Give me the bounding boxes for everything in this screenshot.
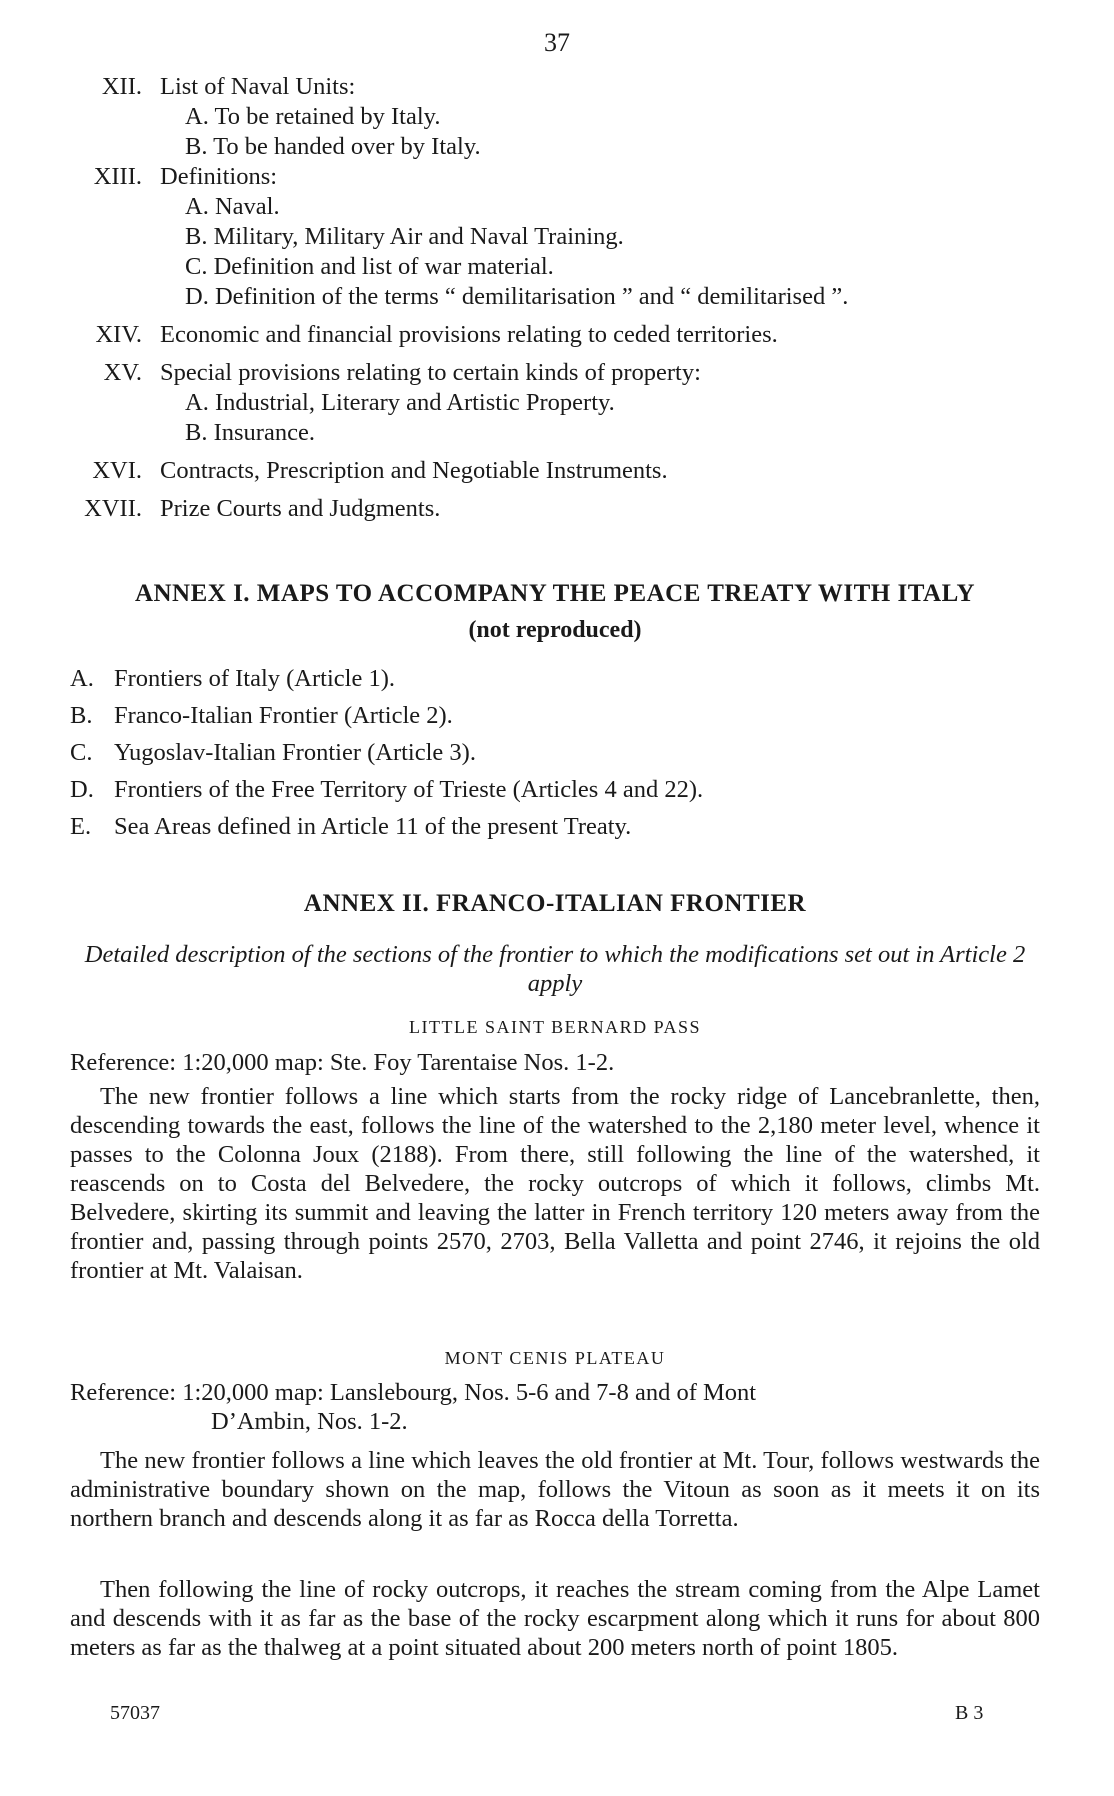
toc-number: XIV. [95,321,142,348]
toc-subitem: A. To be retained by Italy. [185,103,441,130]
toc-number: XVI. [92,457,142,484]
list-item: E. Sea Areas defined in Article 11 of the present Treaty. [70,813,632,840]
list-item: D. Frontiers of the Free Territory of Trieste (Articles 4 and 22). [70,776,704,803]
print-code: 57037 [110,1702,160,1724]
section-heading: MONT CENIS PLATEAU [444,1348,666,1368]
annex-2-description: Detailed description of the sections of the frontier to which the modifications set out in Article 2 apply [84,941,1026,997]
reference-line: Reference: 1:20,000 map: Lanslebourg, Nos. 5-6 and 7-8 and of Mont D’Ambin, Nos. 1-2. [70,1379,757,1435]
body-paragraph: Then following the line of rocky outcrops, it reaches the stream coming from the Alpe Lamet and descends with it as far as the base of the rocky escarpment along which it runs for about 800 meters as far as the thalweg at a point situated about 200 meters north of point 1805. [70,1576,1040,1661]
toc-number: XV. [103,359,142,386]
section-heading: LITTLE SAINT BERNARD PASS [408,1017,702,1037]
body-paragraph: The new frontier follows a line which starts from the rocky ridge of Lancebranlette, then, descending towards the east, follows the line of the watershed to the 2,180 meter level, whence it passes to the Colonna Joux (2188). From there, still following the line of the watershed, it reascends on to Costa del Belvedere, the rocky outcrops of which it follows, climbs Mt. Belvedere, skirting its summit and leaving the latter in French territory 120 meters away from the frontier and, passing through points 2570, 2703, Bella Valletta and point 2746, it rejoins the old frontier at Mt. Valaisan. [70,1083,1040,1284]
toc-subitem: B. Insurance. [185,419,315,446]
toc-number: XIII. [93,163,142,190]
reference-line: Reference: 1:20,000 map: Ste. Foy Tarentaise Nos. 1-2. [70,1049,615,1076]
list-item: B. Franco-Italian Frontier (Article 2). [70,702,453,729]
toc-text: List of Naval Units: [160,73,356,100]
toc-number: XII. [101,73,142,100]
toc-subitem: D. Definition of the terms “ demilitarisation ” and “ demilitarised ”. [185,283,849,310]
toc-number: XVII. [84,495,142,522]
toc-item-xvii [0,494,1114,524]
toc-text: Prize Courts and Judgments. [160,495,441,522]
toc-item-xvi [0,456,1114,486]
toc-text: Economic and financial provisions relating to ceded territories. [160,321,778,348]
body-paragraph: The new frontier follows a line which leaves the old frontier at Mt. Tour, follows westwards the administrative boundary shown on the map, follows the Vitoun as soon as it meets it on its northern branch and descends along it as far as Rocca della Torretta. [70,1447,1040,1532]
toc-item-xii [0,72,1114,102]
toc-text: Contracts, Prescription and Negotiable Instruments. [160,457,668,484]
toc-item-xiii [0,162,1114,192]
toc-subitem: B. To be handed over by Italy. [185,133,481,160]
page-number: 37 [544,28,570,57]
toc-subitem: A. Naval. [185,193,280,220]
map-list [70,660,1050,845]
toc-subitem: A. Industrial, Literary and Artistic Property. [185,389,615,416]
list-item: C. Yugoslav-Italian Frontier (Article 3). [70,739,476,766]
toc-item-xv [0,358,1114,388]
table-of-contents [0,72,1114,524]
toc-subitem: B. Military, Military Air and Naval Training. [185,223,624,250]
toc-text: Definitions: [160,163,278,190]
annex-1-title: ANNEX I. MAPS TO ACCOMPANY THE PEACE TREATY WITH ITALY [134,580,976,607]
annex-1-subtitle: (not reproduced) [468,617,642,643]
signature-mark: B 3 [955,1702,984,1724]
toc-item-xiv [0,320,1114,350]
toc-subitem: C. Definition and list of war material. [185,253,554,280]
annex-2-title: ANNEX II. FRANCO-ITALIAN FRONTIER [303,890,807,917]
list-item: A. Frontiers of Italy (Article 1). [70,665,395,692]
toc-text: Special provisions relating to certain kinds of property: [160,359,701,386]
